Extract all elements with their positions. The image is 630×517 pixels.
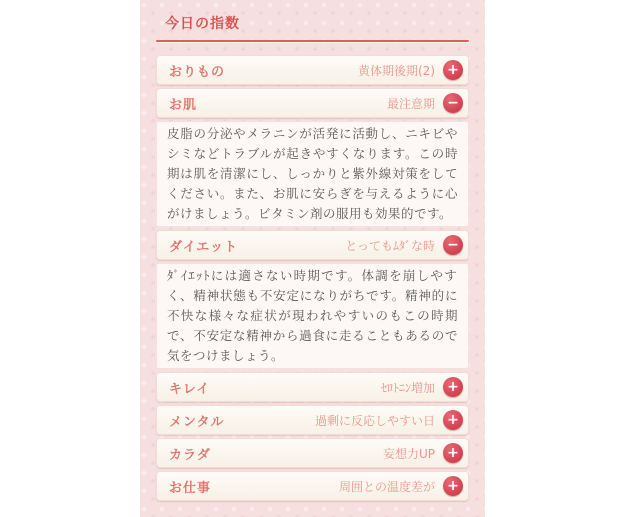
item-label: お肌 [169,97,198,113]
list-item-mental[interactable] [156,405,469,435]
page-title: 今日の指数 [165,16,240,32]
item-label: メンタル [169,414,225,430]
list-item-body[interactable] [156,438,469,468]
expand-plus-button[interactable]: + [443,443,463,463]
item-value: とってもﾑﾀﾞな時 [345,238,435,253]
app-screen [140,0,485,517]
collapse-minus-button[interactable]: − [443,235,463,255]
collapse-minus-button[interactable]: − [443,93,463,113]
list-item-work[interactable] [156,471,469,501]
diet-description: ﾀﾞｲｴｯﾄには適さない時期です。体調を崩しやすく、精神状態も不安定になりがちです。精神的に不快な様々な症状が現われやすいのもこの時期で、不安定な精神から過食に走ることもあるので気をつけましょう。 [156,263,469,369]
item-label: ダイエット [169,239,238,255]
item-value: 最注意期 [386,96,435,111]
list-item-diet[interactable] [156,230,469,260]
expand-plus-button[interactable]: + [443,60,463,80]
expand-plus-button[interactable]: + [443,377,463,397]
list-item-skin[interactable] [156,88,469,118]
list-item-orimono[interactable] [156,55,469,85]
item-value: ｾﾛﾄﾆﾝ増加 [380,380,435,395]
index-list [156,55,469,501]
item-label: カラダ [169,447,211,463]
app-header [156,0,469,42]
item-value: 妄想力UP [382,446,435,461]
header-divider [156,40,469,42]
expand-plus-button[interactable]: + [443,476,463,496]
skin-description: 皮脂の分泌やメラニンが活発に活動し、ニキビやシミなどトラブルが起きやすくなります。この時期は肌を清潔にし、しっかりと紫外線対策をしてください。また、お肌に安らぎを与えるように心がけましょう。ビタミン剤の服用も効果的です。 [156,121,469,227]
item-value: 周囲との温度差が [338,479,435,494]
item-label: おりもの [169,64,226,80]
item-value: 黄体期後期(2) [358,63,435,78]
list-item-beauty[interactable] [156,372,469,402]
item-label: キレイ [169,381,211,397]
item-label: お仕事 [169,480,212,496]
expand-plus-button[interactable]: + [443,410,463,430]
item-value: 過剰に反応しやすい日 [314,413,435,428]
